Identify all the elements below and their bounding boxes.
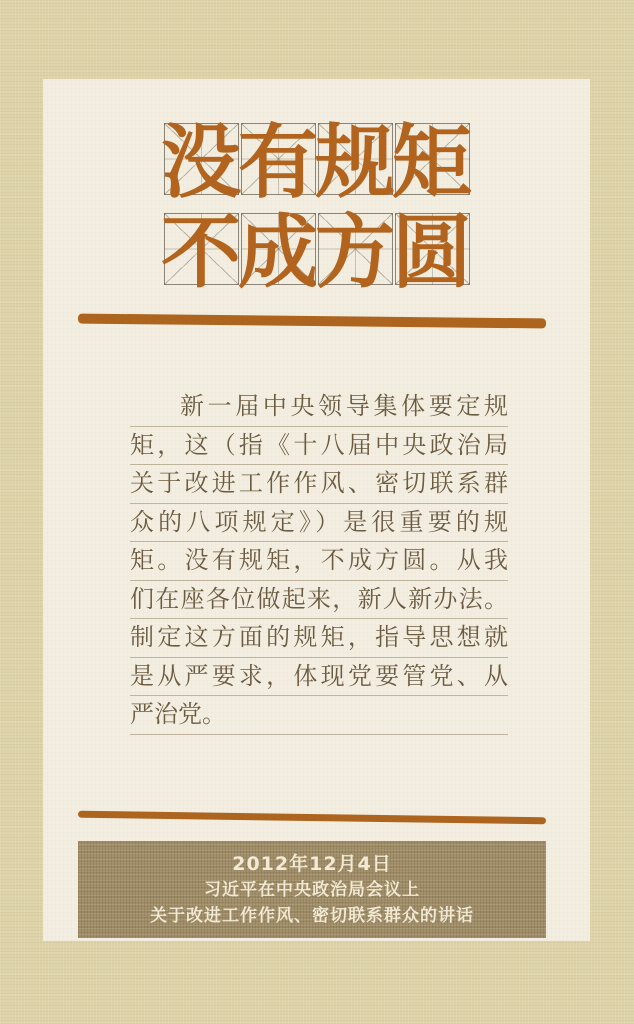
title-character: 规: [315, 115, 395, 209]
calligraphy-grid-cell: [238, 205, 318, 299]
calligraphy-grid-cell: [161, 115, 241, 209]
bottom-divider-rule: [78, 811, 546, 825]
quote-line: 关于改进工作作风、密切联系群: [130, 465, 508, 504]
attribution-date: 2012年12月4日: [232, 852, 392, 875]
quote-line: 们在座各位做起来，新人新办法。: [130, 581, 508, 620]
title-character: 没: [161, 115, 241, 209]
title-character: 成: [238, 205, 318, 299]
calligraphy-grid-cell: [161, 205, 241, 299]
title-row-2: [161, 205, 472, 299]
title-character: 方: [315, 205, 395, 299]
quote-line: 新一届中央领导集体要定规: [130, 388, 508, 427]
attribution-speaker: 习近平在中央政治局会议上: [204, 879, 420, 900]
title-calligraphy: [43, 115, 590, 299]
title-character: 矩: [392, 115, 472, 209]
attribution-source: 关于改进工作作风、密切联系群众的讲话: [150, 905, 474, 926]
calligraphy-grid-cell: [315, 205, 395, 299]
top-divider-rule: [78, 314, 546, 329]
calligraphy-grid-cell: [392, 205, 472, 299]
quote-card: [43, 79, 590, 941]
attribution-banner: [78, 841, 546, 938]
quote-line: 矩，这（指《十八届中央政治局: [130, 427, 508, 466]
title-character: 不: [161, 205, 241, 299]
quote-line: 众的八项规定》）是很重要的规: [130, 504, 508, 543]
calligraphy-grid-cell: [392, 115, 472, 209]
title-row-1: [161, 115, 472, 209]
quote-line: 是从严要求，体现党要管党、从: [130, 658, 508, 697]
calligraphy-grid-cell: [238, 115, 318, 209]
quote-text: [130, 388, 508, 735]
quote-line: 严治党。: [130, 696, 508, 735]
calligraphy-grid-cell: [315, 115, 395, 209]
quote-line: 矩。没有规矩，不成方圆。从我: [130, 542, 508, 581]
title-character: 有: [238, 115, 318, 209]
title-character: 圆: [392, 205, 472, 299]
quote-line: 制定这方面的规矩，指导思想就: [130, 619, 508, 658]
